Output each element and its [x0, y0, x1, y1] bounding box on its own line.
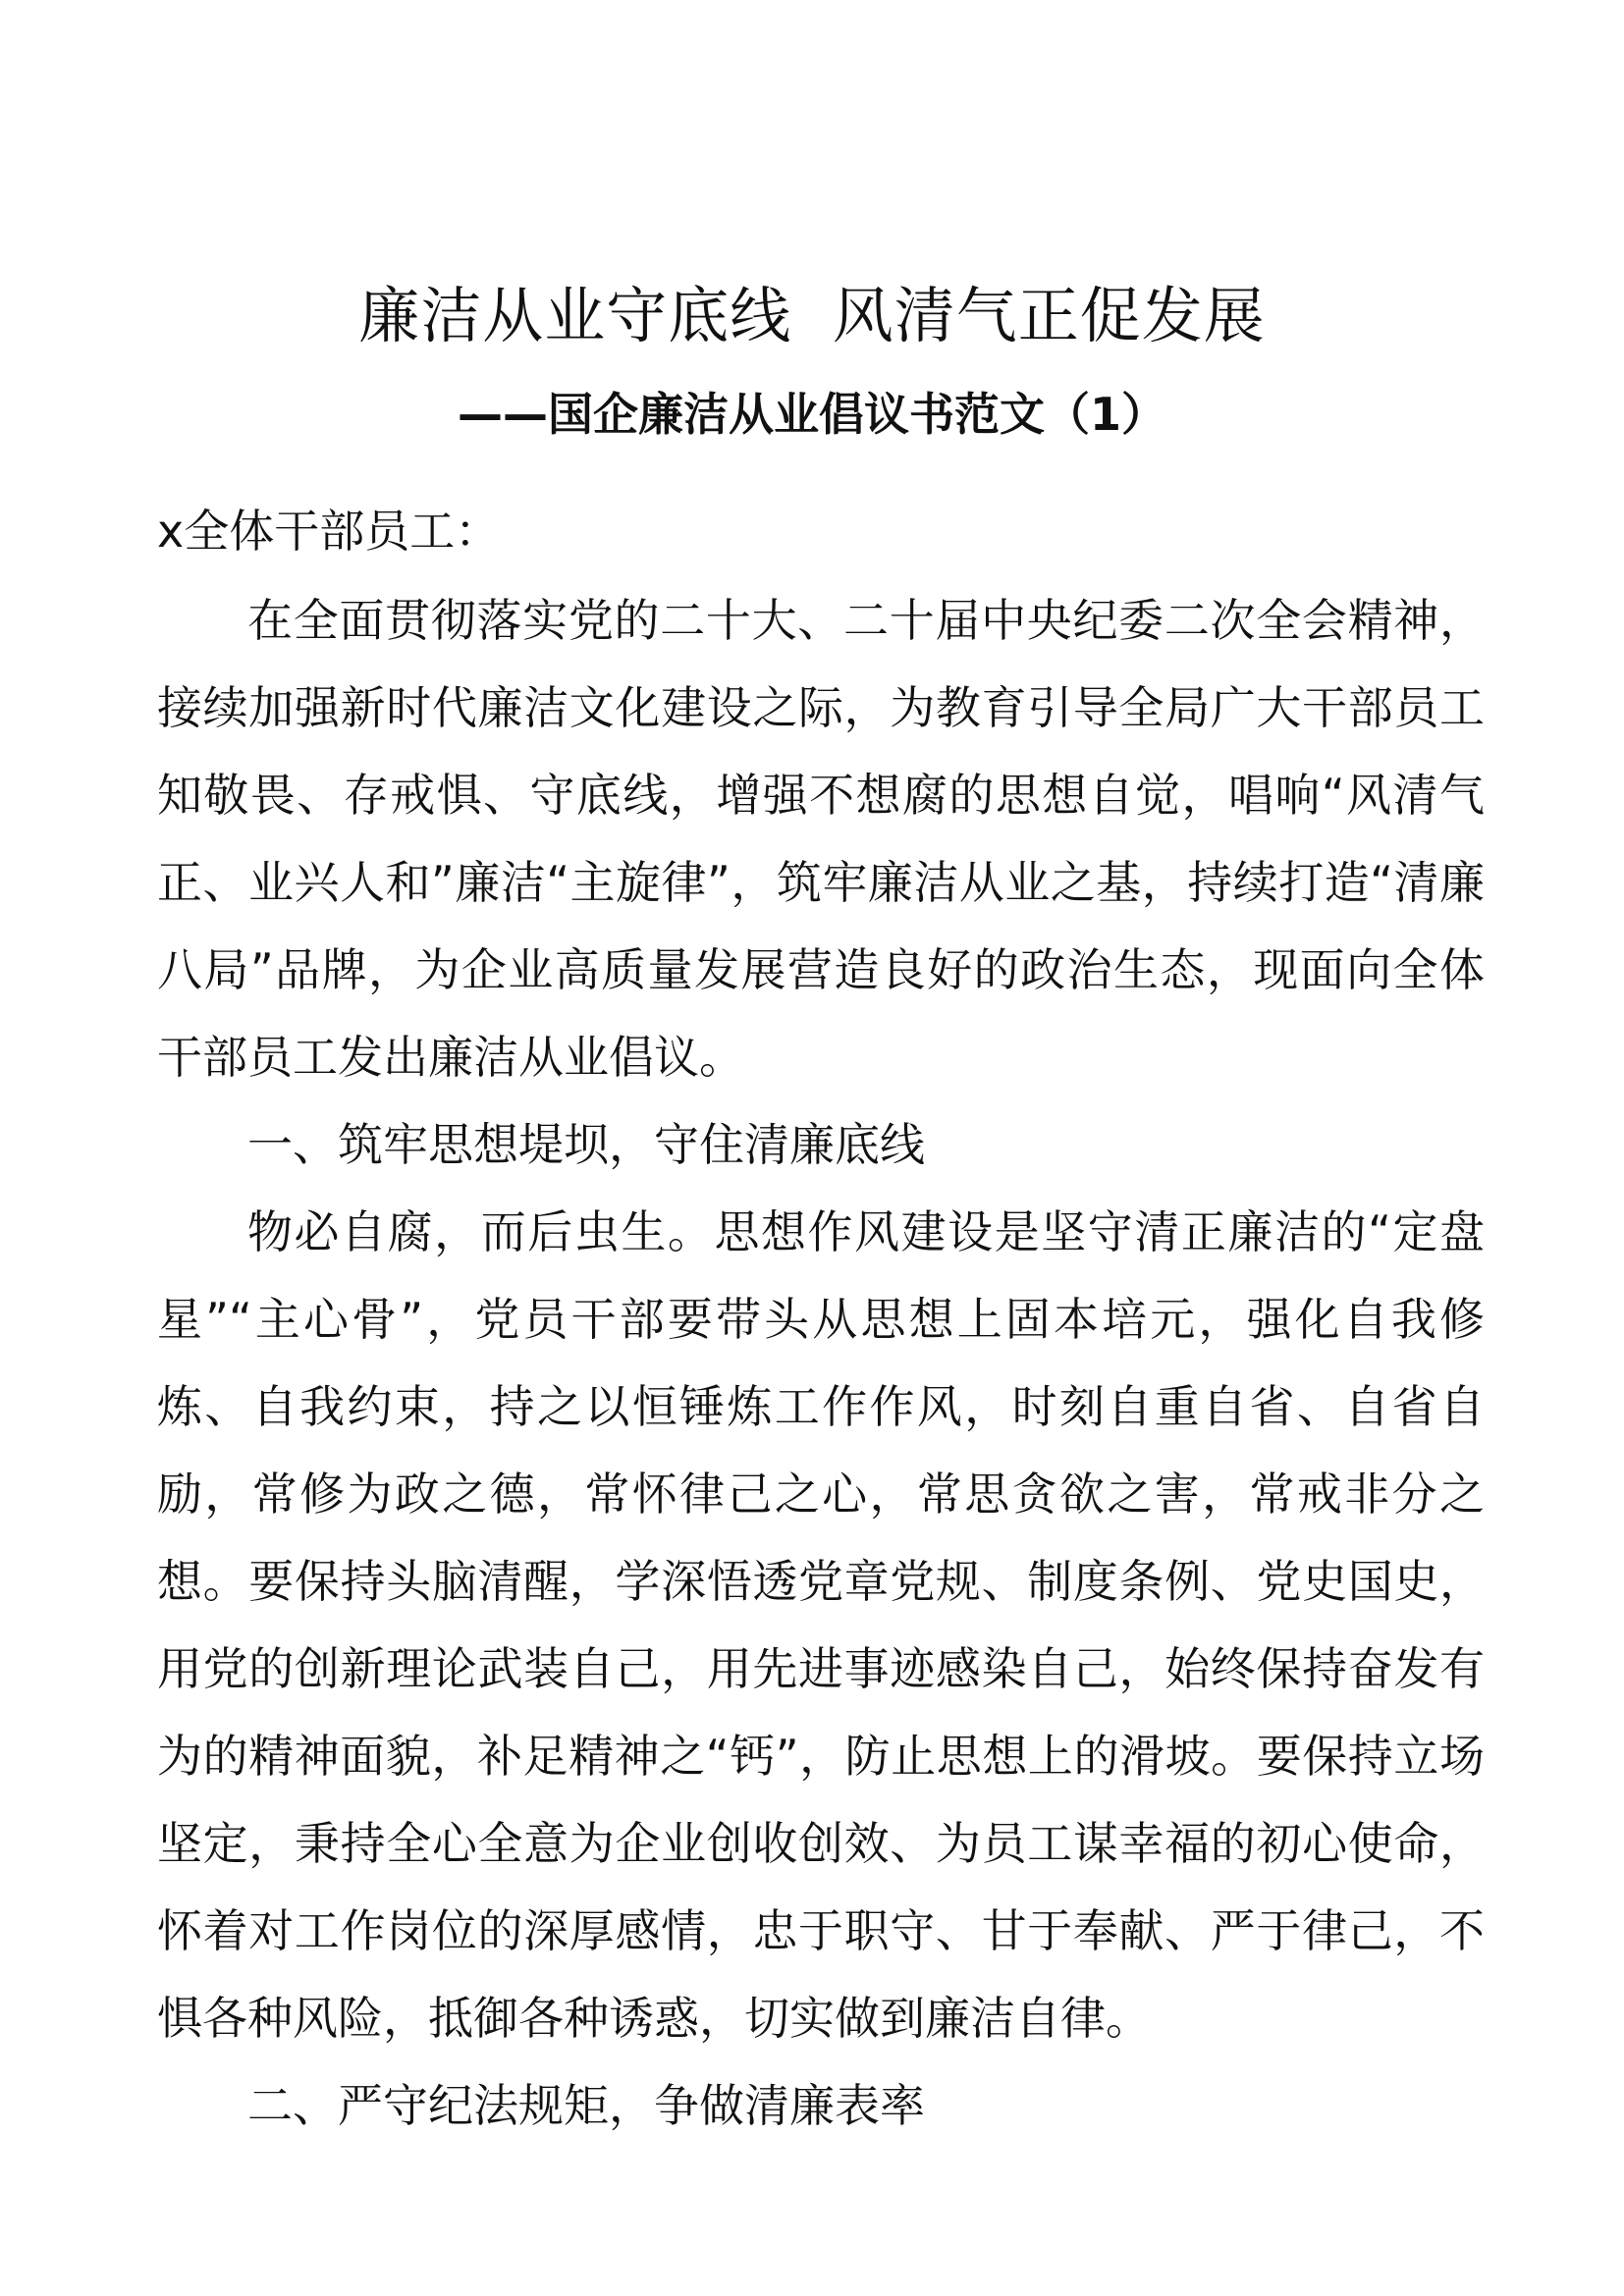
document-title: 廉洁从业守底线 风清气正促发展 — [358, 280, 1266, 351]
salutation: x全体干部员工： — [157, 505, 501, 558]
document-subtitle: ——国企廉洁从业倡议书范文（1） — [457, 388, 1166, 441]
document-body — [157, 488, 1485, 2150]
intro-paragraph: 在全面贯彻落实党的二十大、二十届中央纪委二次全会精神，接续加强新时代廉洁文化建设之际，为教育引导全局广大干部员工知敬畏、存戒惧、守底线，增强不想腐的思想自觉，唱响“风清气正、业兴人和”廉洁“主旋律”，筑牢廉洁从业之基，持续打造“清廉八局”品牌，为企业高质量发展营造良好的政治生态，现面向全体干部员工发出廉洁从业倡议。 — [157, 594, 1485, 1084]
section-paragraph-1: 物必自腐，而后虫生。思想作风建设是坚守清正廉洁的“定盘星”“主心骨”，党员干部要带头从思想上固本培元，强化自我修炼、自我约束，持之以恒锤炼工作作风，时刻自重自省、自省自励，常修为政之德，常怀律己之心，常思贪欲之害，常戒非分之想。要保持头脑清醒，学深悟透党章党规、制度条例、党史国史，用党的创新理论武装自己，用先进事迹感染自己，始终保持奋发有为的精神面貌，补足精神之“钙”，防止思想上的滑坡。要保持立场坚定，秉持全心全意为企业创收创效、为员工谋幸福的初心使命，怀着对工作岗位的深厚感情，忠于职守、甘于奉献、严于律己，不惧各种风险，抵御各种诱惑，切实做到廉洁自律。 — [157, 1205, 1485, 2045]
section-heading-1: 一、筑牢思想堤坝，守住清廉底线 — [247, 1118, 925, 1171]
section-heading-2: 二、严守纪法规矩，争做清廉表率 — [247, 2079, 925, 2132]
